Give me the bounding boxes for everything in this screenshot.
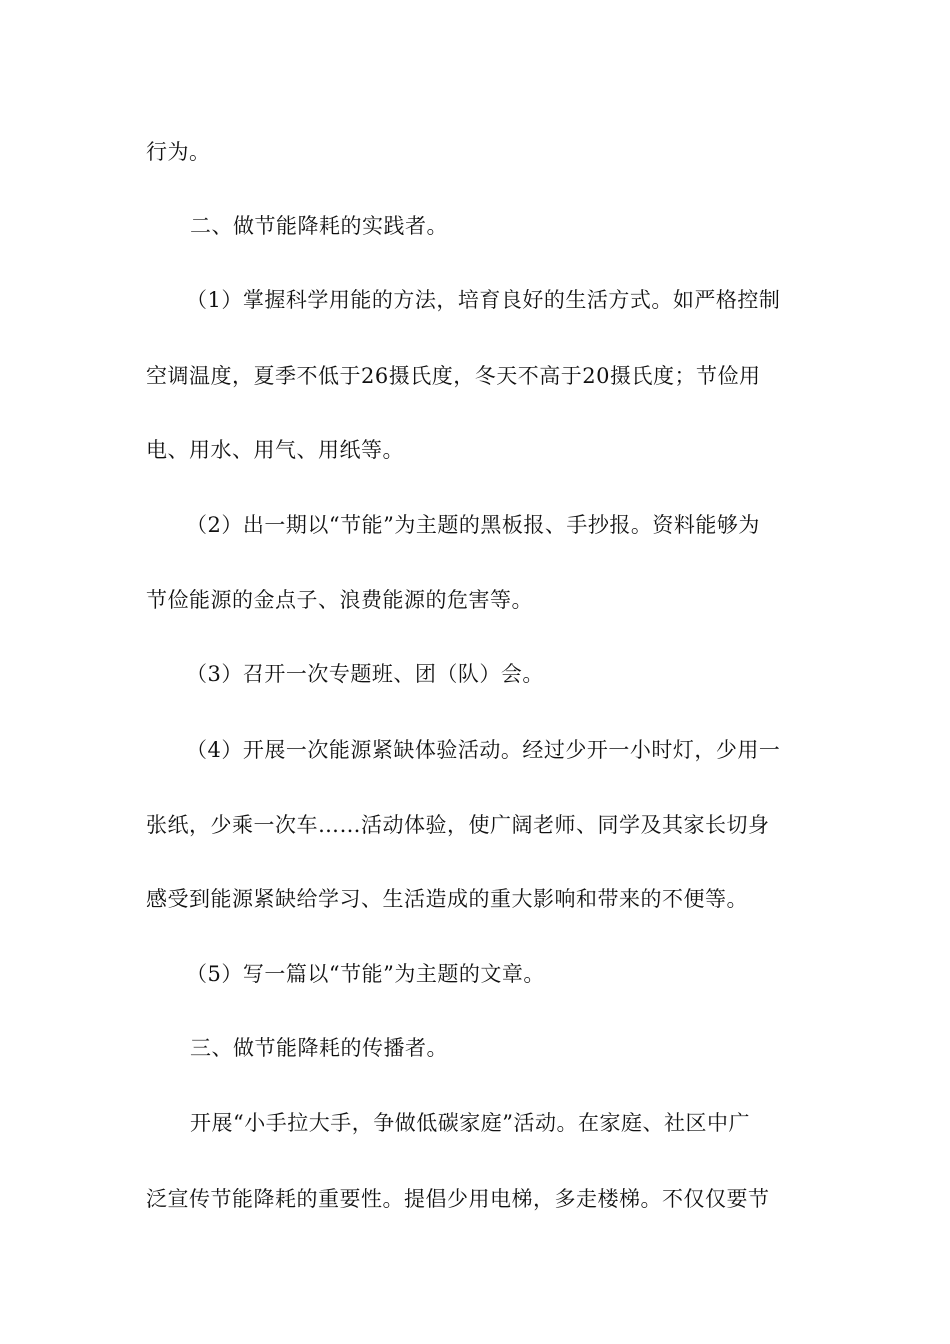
paragraph-line: 开展“小手拉大手，争做低碳家庭”活动。在家庭、社区中广 — [190, 1111, 750, 1135]
section-heading: 二、做节能降耗的实践者。 — [190, 214, 448, 238]
paragraph-line: 节俭能源的金点子、浪费能源的危害等。 — [146, 588, 533, 612]
paragraph-line: （4）开展一次能源紧缺体验活动。经过少开一小时灯，少用一 — [186, 738, 781, 762]
paragraph-line: 电、用水、用气、用纸等。 — [146, 438, 404, 462]
paragraph-line: 张纸，少乘一次车……活动体验，使广阔老师、同学及其家长切身 — [146, 813, 770, 837]
paragraph-line: （5）写一篇以“节能”为主题的文章。 — [186, 962, 545, 986]
section-heading: 三、做节能降耗的传播者。 — [190, 1036, 448, 1060]
paragraph-line: 感受到能源紧缺给学习、生活造成的重大影响和带来的不便等。 — [146, 887, 748, 911]
paragraph-line: （3）召开一次专题班、团（队）会。 — [186, 662, 544, 686]
paragraph-line: 泛宣传节能降耗的重要性。提倡少用电梯，多走楼梯。不仅仅要节 — [146, 1187, 770, 1211]
paragraph-line: （2）出一期以“节能”为主题的黑板报、手抄报。资料能够为 — [186, 513, 760, 537]
paragraph-line: 空调温度，夏季不低于26摄氏度，冬天不高于20摄氏度；节俭用 — [146, 364, 761, 388]
paragraph-line: （1）掌握科学用能的方法，培育良好的生活方式。如严格控制 — [186, 288, 781, 312]
paragraph-line: 行为。 — [146, 140, 211, 164]
